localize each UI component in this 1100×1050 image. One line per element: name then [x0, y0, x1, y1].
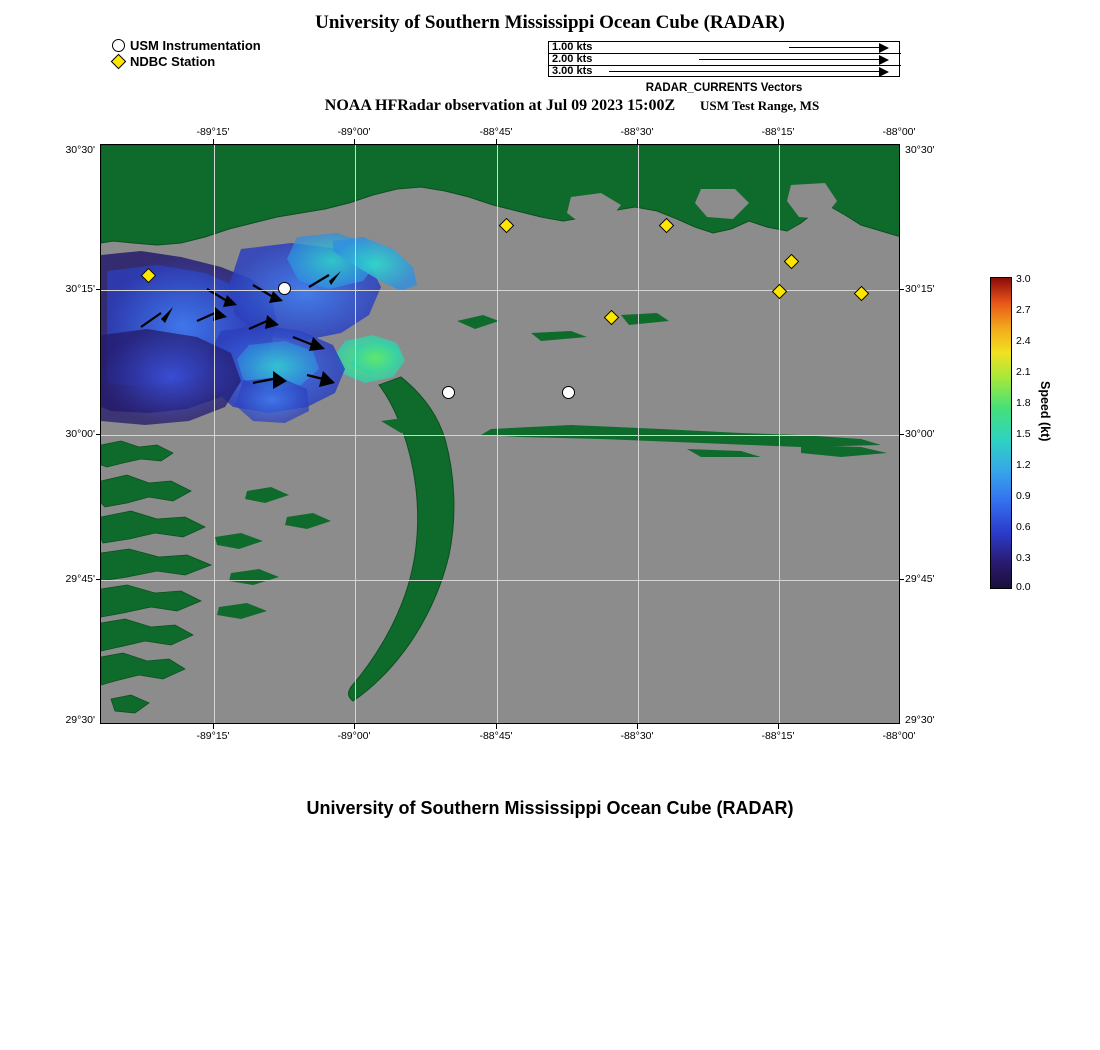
- current-vector: [197, 307, 227, 321]
- map-layers: [101, 145, 899, 723]
- vector-key-row-1: [549, 42, 901, 54]
- legend-item-ndbc: [112, 54, 261, 69]
- usm-instrumentation-marker[interactable]: [278, 282, 291, 295]
- colorbar-gradient: [990, 277, 1012, 589]
- legend-label-usm: USM Instrumentation: [130, 38, 261, 53]
- current-vector: [141, 307, 173, 327]
- colorbar-tick: 2.4: [1016, 335, 1031, 347]
- colorbar-title: Speed (kt): [1038, 381, 1052, 442]
- vector-key-line-1: [789, 47, 879, 48]
- gridline-lat-30-00: [101, 435, 899, 436]
- axis-label-top-5: -88°15': [761, 126, 795, 138]
- usm-instrumentation-marker[interactable]: [442, 386, 455, 399]
- axis-label-top-3: -88°45': [479, 126, 513, 138]
- current-vector: [293, 337, 325, 351]
- usm-instrumentation-icon: [112, 39, 125, 52]
- ndbc-station-icon: [111, 54, 127, 70]
- vector-key-arrowhead-2: [879, 55, 889, 65]
- map-subtitle: NOAA HFRadar observation at Jul 09 2023 15:00Z: [324, 97, 676, 114]
- vector-key-arrowhead-3: [879, 67, 889, 77]
- colorbar-tick: 1.2: [1016, 459, 1031, 471]
- axis-label-left-3: 30°00': [65, 428, 95, 440]
- axis-label-top-6: -88°00': [882, 126, 916, 138]
- axis-label-right-3: 30°00': [905, 428, 935, 440]
- current-vector: [249, 315, 279, 329]
- gridline-lon--89-00: [355, 145, 356, 723]
- axis-label-bottom-2: -89°00': [337, 730, 371, 742]
- axis-label-bottom-4: -88°30': [620, 730, 654, 742]
- axis-tick-bottom: [637, 724, 638, 729]
- map-canvas[interactable]: [100, 144, 900, 724]
- axis-label-right-2: 30°15': [905, 283, 935, 295]
- colorbar-tick: 3.0: [1016, 273, 1031, 285]
- vector-key-caption: RADAR_CURRENTS Vectors: [645, 82, 803, 94]
- vector-key-arrowhead-1: [879, 43, 889, 53]
- colorbar-tick: 2.7: [1016, 304, 1031, 316]
- axis-label-left-5: 29°30': [65, 714, 95, 726]
- vector-key-row-3: [549, 66, 901, 78]
- gridline-lon--88-45: [497, 145, 498, 723]
- vector-key-line-3: [609, 71, 879, 72]
- colorbar-tick: 2.1: [1016, 366, 1031, 378]
- axis-tick-bottom: [213, 724, 214, 729]
- axis-label-right-1: 30°30': [905, 144, 935, 156]
- axis-tick-bottom: [354, 724, 355, 729]
- axis-label-top-4: -88°30': [620, 126, 654, 138]
- current-vector: [309, 271, 341, 287]
- gridline-lat-29-45: [101, 580, 899, 581]
- vector-key-label-3: 3.00 kts: [552, 65, 593, 77]
- vector-scale-key: [548, 41, 900, 77]
- usm-instrumentation-marker[interactable]: [562, 386, 575, 399]
- colorbar-tick: 0.6: [1016, 521, 1031, 533]
- axis-label-right-5: 29°30': [905, 714, 935, 726]
- vector-key-row-2: [549, 54, 901, 66]
- current-vector: [253, 371, 287, 389]
- axis-label-left-1: 30°30': [65, 144, 95, 156]
- axis-label-bottom-3: -88°45': [479, 730, 513, 742]
- colorbar-tick: 0.3: [1016, 552, 1031, 564]
- axis-label-bottom-6: -88°00': [882, 730, 916, 742]
- gridline-lon--88-30: [638, 145, 639, 723]
- range-label: USM Test Range, MS: [700, 98, 820, 113]
- legend-item-usm: [112, 38, 261, 53]
- colorbar-tick: 1.5: [1016, 428, 1031, 440]
- axis-label-top-1: -89°15': [196, 126, 230, 138]
- axis-label-bottom-1: -89°15': [196, 730, 230, 742]
- marker-legend: [112, 38, 261, 70]
- legend-label-ndbc: NDBC Station: [130, 54, 216, 69]
- current-vector: [207, 289, 237, 307]
- page-title: University of Southern Mississippi Ocean Cube (RADAR): [315, 12, 785, 33]
- colorbar-tick: 1.8: [1016, 397, 1031, 409]
- vector-key-label-2: 2.00 kts: [552, 53, 593, 65]
- axis-label-bottom-5: -88°15': [761, 730, 795, 742]
- axis-tick-bottom: [778, 724, 779, 729]
- colorbar-tick: 0.0: [1016, 581, 1031, 593]
- colorbar-tick: 0.9: [1016, 490, 1031, 502]
- axis-label-left-4: 29°45': [65, 573, 95, 585]
- gridline-lon--88-15: [779, 145, 780, 723]
- axis-label-top-2: -89°00': [337, 126, 371, 138]
- axis-label-right-4: 29°45': [905, 573, 935, 585]
- axis-tick-bottom: [496, 724, 497, 729]
- current-vector: [307, 371, 335, 387]
- footer-title: University of Southern Mississippi Ocean Cube (RADAR): [306, 798, 794, 818]
- axis-label-left-2: 30°15': [65, 283, 95, 295]
- vector-key-line-2: [699, 59, 879, 60]
- gridline-lon--89-15: [214, 145, 215, 723]
- vector-key-label-1: 1.00 kts: [552, 41, 593, 53]
